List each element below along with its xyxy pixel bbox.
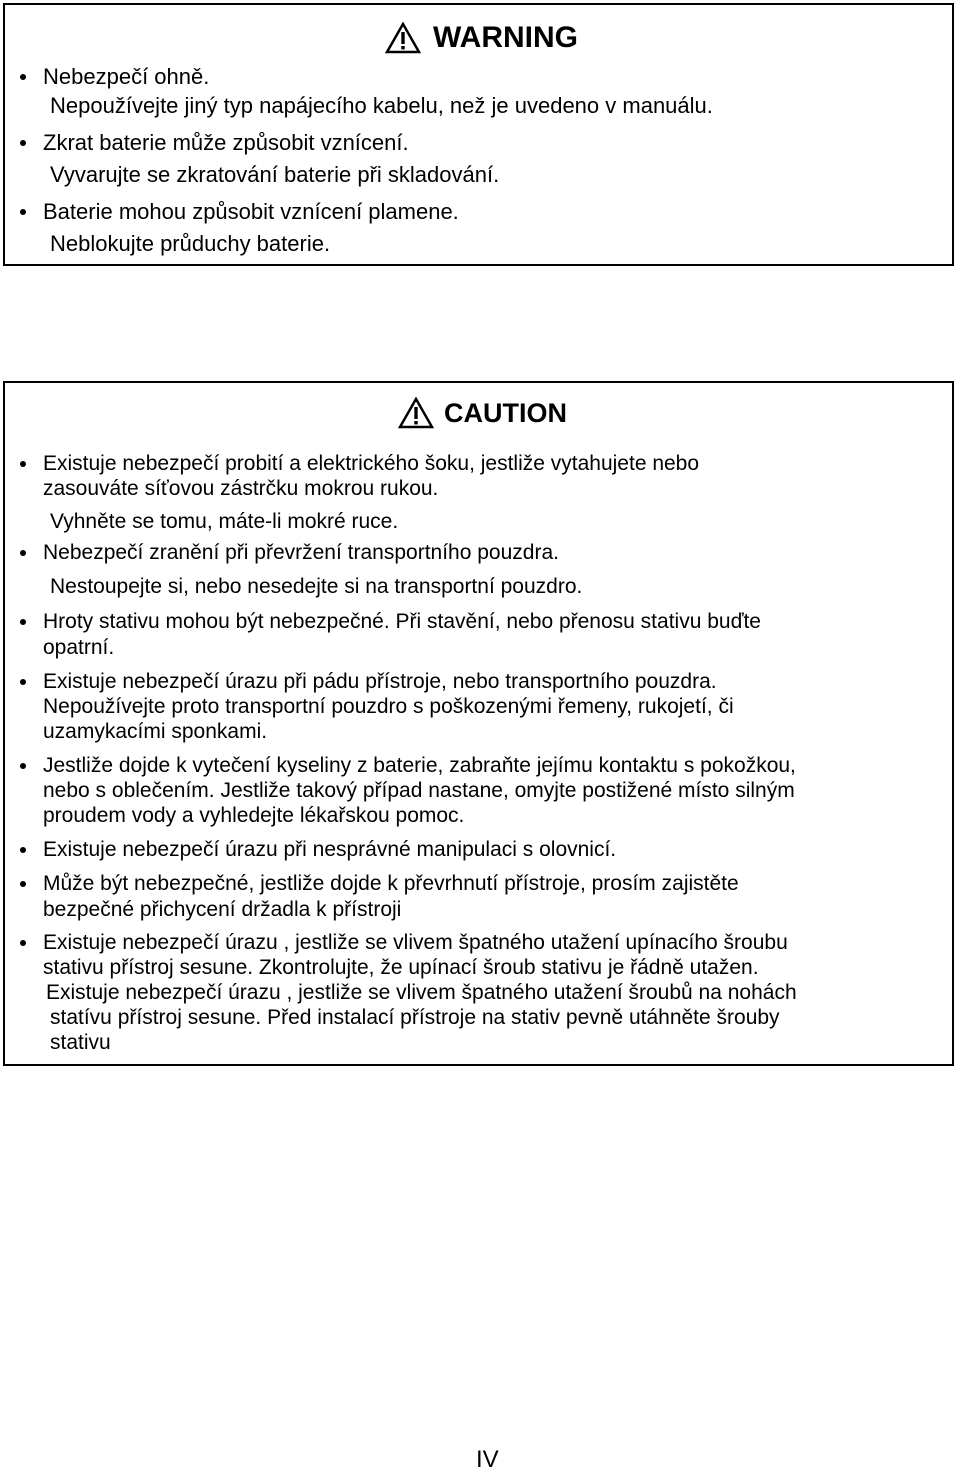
- warning-triangle-icon: [385, 22, 421, 54]
- caution-heading: [398, 397, 567, 429]
- bullet-icon: [20, 209, 26, 215]
- caution-item-8-line-5: stativu: [50, 1031, 111, 1054]
- caution-item-7-line-2: bezpečné přichycení držadla k přístroji: [43, 898, 402, 921]
- page-number: IV: [476, 1446, 499, 1473]
- warning-item-2-line-1: Zkrat baterie může způsobit vznícení.: [43, 130, 409, 155]
- caution-item-4-line-1: Existuje nebezpečí úrazu při pádu přístroje, nebo transportního pouzdra.: [43, 670, 717, 693]
- warning-item-3-line-1: Baterie mohou způsobit vznícení plamene.: [43, 199, 459, 224]
- warning-item-1-line-2: Nepoužívejte jiný typ napájecího kabelu, než je uvedeno v manuálu.: [50, 93, 713, 118]
- bullet-icon: [20, 763, 26, 769]
- caution-item-3-line-2: opatrní.: [43, 636, 115, 659]
- bullet-icon: [20, 550, 26, 556]
- bullet-icon: [20, 881, 26, 887]
- warning-title: WARNING: [433, 21, 578, 54]
- bullet-icon: [20, 461, 26, 467]
- caution-item-5-line-2: nebo s oblečením. Jestliže takový případ nastane, omyjte postižené místo silným: [43, 779, 795, 802]
- bullet-icon: [20, 619, 26, 625]
- caution-item-4-line-2: Nepoužívejte proto transportní pouzdro s poškozenými řemeny, rukojetí, či: [43, 695, 734, 718]
- bullet-icon: [20, 140, 26, 146]
- warning-item-3-line-2: Neblokujte průduchy baterie.: [50, 231, 331, 256]
- caution-item-8-line-2: stativu přístroj sesune. Zkontrolujte, že upínací šroub stativu je řádně utažen.: [43, 956, 759, 979]
- caution-item-1-line-2: zasouváte síťovou zástrčku mokrou rukou.: [43, 477, 439, 500]
- caution-item-6-line-1: Existuje nebezpečí úrazu při nesprávné manipulaci s olovnicí.: [43, 838, 617, 861]
- warning-heading: [385, 22, 578, 54]
- caution-item-1-line-1: Existuje nebezpečí probití a elektrického šoku, jestliže vytahujete nebo: [43, 452, 700, 475]
- caution-item-4-line-3: uzamykacími sponkami.: [43, 720, 268, 743]
- bullet-icon: [20, 679, 26, 685]
- warning-box: [3, 3, 954, 266]
- bullet-icon: [20, 847, 26, 853]
- caution-item-2-line-1: Nebezpečí zranění při převržení transportního pouzdra.: [43, 541, 559, 564]
- caution-item-1-line-3: Vyhněte se tomu, máte-li mokré ruce.: [50, 510, 399, 533]
- caution-item-7-line-1: Může být nebezpečné, jestliže dojde k převrhnutí přístroje, prosím zajistěte: [43, 872, 739, 895]
- caution-title: CAUTION: [444, 398, 567, 428]
- caution-item-5-line-3: proudem vody a vyhledejte lékařskou pomoc.: [43, 804, 465, 827]
- caution-item-5-line-1: Jestliže dojde k vytečení kyseliny z baterie, zabraňte jejímu kontaktu s pokožkou,: [43, 754, 796, 777]
- caution-item-8-line-1: Existuje nebezpečí úrazu , jestliže se vlivem špatného utažení upínacího šroubu: [43, 931, 788, 954]
- caution-item-8-line-4: statívu přístroj sesune. Před instalací přístroje na stativ pevně utáhněte šrouby: [50, 1006, 780, 1029]
- caution-item-2-line-2: Nestoupejte si, nebo nesedejte si na transportní pouzdro.: [50, 575, 583, 598]
- bullet-icon: [20, 940, 26, 946]
- caution-box: [3, 381, 954, 1066]
- warning-item-1-line-1: Nebezpečí ohně.: [43, 64, 210, 89]
- caution-item-3-line-1: Hroty stativu mohou být nebezpečné. Při stavění, nebo přenosu stativu buďte: [43, 610, 761, 633]
- warning-triangle-icon: [398, 397, 434, 429]
- warning-item-2-line-2: Vyvarujte se zkratování baterie při skladování.: [50, 162, 500, 187]
- bullet-icon: [20, 74, 26, 80]
- caution-item-8-line-3: Existuje nebezpečí úrazu , jestliže se vlivem špatného utažení šroubů na nohách: [46, 981, 797, 1004]
